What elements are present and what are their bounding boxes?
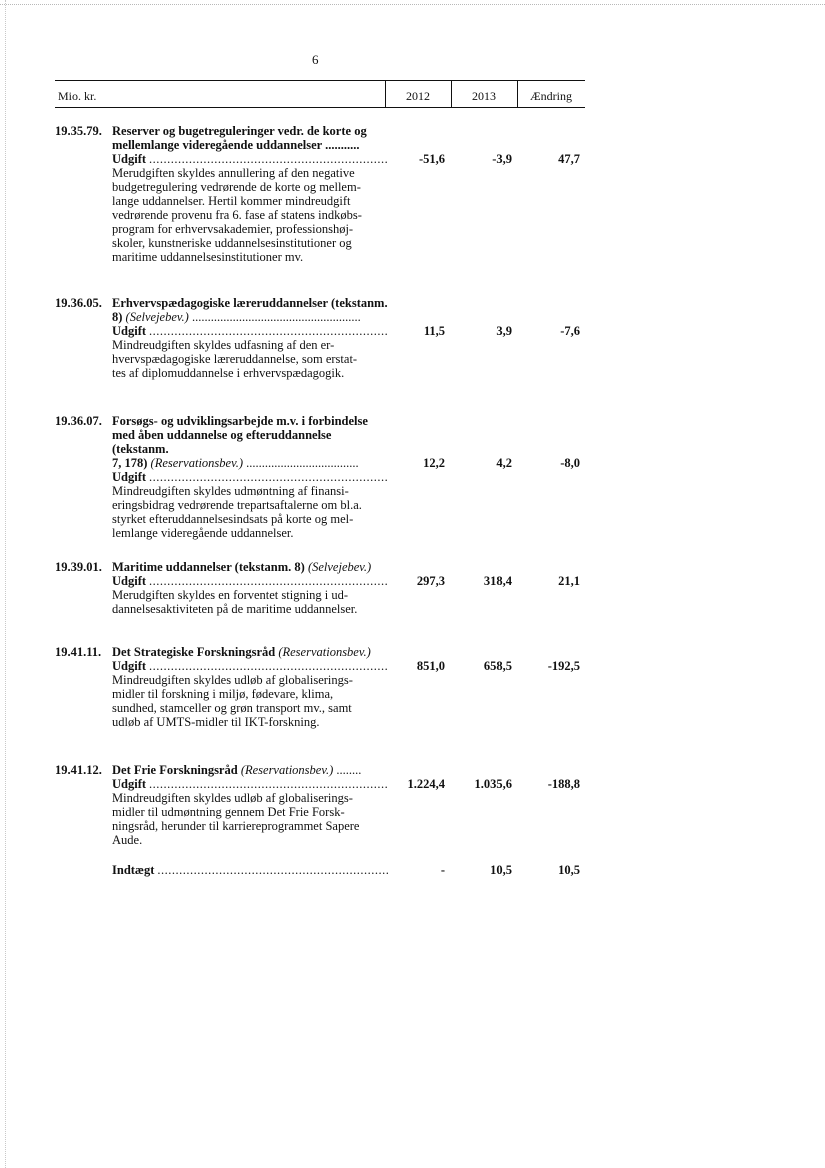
description-line: Merudgiften skyldes annullering af den negative bbox=[112, 166, 355, 180]
value-2013: 658,5 bbox=[483, 659, 512, 673]
description-line: skoler, kunstneriske uddannelsesinstitutioner og bbox=[112, 236, 352, 250]
description-line: dannelsesaktiviteten på de maritime uddannelser. bbox=[112, 602, 358, 616]
header-col-change: Ændring bbox=[530, 89, 572, 103]
udgift-label: Udgift bbox=[112, 324, 147, 338]
item-title: Erhvervspædagogiske læreruddannelser (tekstanm. 8) (Selvejebev.) ...................................................... bbox=[112, 296, 388, 324]
udgift-label: Udgift bbox=[112, 574, 147, 588]
udgift-label: Udgift bbox=[112, 777, 147, 791]
description-line: Merudgiften skyldes en forventet stigning i ud- bbox=[112, 588, 349, 602]
value-change: -7,6 bbox=[560, 324, 580, 338]
value-2012: 12,2 bbox=[423, 456, 445, 470]
description-line: lange uddannelser. Hertil kommer mindreudgift bbox=[112, 194, 351, 208]
header-top-rule bbox=[55, 80, 585, 81]
header-col-2013: 2013 bbox=[472, 89, 496, 103]
value-change: -188,8 bbox=[547, 777, 580, 791]
header-unit: Mio. kr. bbox=[58, 89, 97, 103]
udgift-label: Udgift bbox=[112, 152, 147, 166]
value-2013: 4,2 bbox=[496, 456, 512, 470]
item-body bbox=[112, 645, 388, 729]
value-change: 21,1 bbox=[558, 574, 580, 588]
description-line: Mindreudgiften skyldes udløb af globaliserings- bbox=[112, 673, 353, 687]
description-line: hvervspædagogiske læreruddannelse, som erstat- bbox=[112, 352, 358, 366]
udgift-row bbox=[112, 574, 388, 588]
udgift-row bbox=[112, 470, 388, 484]
indtaegt-value-change: 10,5 bbox=[558, 863, 580, 877]
description-line: vedrørende provenu fra 6. fase af statens indkøbs- bbox=[112, 208, 362, 222]
description-line: lemlange videregående uddannelser. bbox=[112, 526, 294, 540]
leader-dots bbox=[149, 574, 388, 588]
description-line: styrket efteruddannelsesindsats på korte og mel- bbox=[112, 512, 354, 526]
indtaegt-row bbox=[112, 863, 388, 877]
udgift-label: Udgift bbox=[112, 470, 147, 484]
leader-dots bbox=[149, 470, 388, 484]
header-bottom-rule bbox=[55, 107, 585, 108]
item-number: 19.41.12. bbox=[55, 763, 102, 777]
item-title: Det Strategiske Forskningsråd (Reservationsbev.) bbox=[112, 645, 371, 659]
value-change: -8,0 bbox=[560, 456, 580, 470]
item-number: 19.36.07. bbox=[55, 414, 102, 428]
description-line: Aude. bbox=[112, 833, 143, 847]
description-line: midler til forskning i miljø, fødevare, klima, bbox=[112, 687, 334, 701]
value-2012: 297,3 bbox=[416, 574, 445, 588]
item-number: 19.36.05. bbox=[55, 296, 102, 310]
value-2013: 318,4 bbox=[483, 574, 512, 588]
udgift-row bbox=[112, 777, 388, 791]
item-title: Maritime uddannelser (tekstanm. 8) (Selvejebev.) bbox=[112, 560, 372, 574]
value-2012: 1.224,4 bbox=[407, 777, 445, 791]
value-2012: 11,5 bbox=[423, 324, 445, 338]
leader-dots bbox=[149, 659, 388, 673]
value-2013: -3,9 bbox=[492, 152, 512, 166]
header-col-2012: 2012 bbox=[406, 89, 430, 103]
value-2012: -51,6 bbox=[418, 152, 445, 166]
indtaegt-value-2012: - bbox=[440, 863, 445, 877]
value-2012: 851,0 bbox=[416, 659, 445, 673]
item-description bbox=[112, 588, 388, 616]
leader-dots bbox=[149, 152, 388, 166]
value-2013: 3,9 bbox=[496, 324, 512, 338]
indtaegt-value-2013: 10,5 bbox=[490, 863, 512, 877]
item-description bbox=[112, 166, 388, 264]
udgift-row bbox=[112, 659, 388, 673]
description-line: sundhed, stamceller og grøn transport mv., samt bbox=[112, 701, 352, 715]
item-title bbox=[112, 124, 388, 152]
item-number: 19.41.11. bbox=[55, 645, 102, 659]
value-change: -192,5 bbox=[547, 659, 580, 673]
item-body bbox=[112, 763, 388, 877]
item-description bbox=[112, 484, 388, 540]
leader-dots bbox=[149, 324, 388, 338]
item-description bbox=[112, 791, 388, 847]
item-title: Forsøgs- og udviklingsarbejde m.v. i forbindelse med åben uddannelse og efteruddannelse (tekstanm. 7, 178) (Reservationsbev.) .................................... bbox=[112, 414, 368, 470]
item-description bbox=[112, 338, 388, 380]
description-line: maritime uddannelsesinstitutioner mv. bbox=[112, 250, 304, 264]
udgift-row bbox=[112, 152, 388, 166]
description-line: budgetregulering vedrørende de korte og mellem- bbox=[112, 180, 361, 194]
description-line: ningsråd, herunder til karriereprogrammet Sapere bbox=[112, 819, 360, 833]
description-line: Mindreudgiften skyldes udmøntning af finansi- bbox=[112, 484, 349, 498]
item-number: 19.39.01. bbox=[55, 560, 102, 574]
scan-border-left bbox=[5, 0, 6, 1168]
description-line: udløb af UMTS-midler til IKT-forskning. bbox=[112, 715, 320, 729]
udgift-row bbox=[112, 324, 388, 338]
item-description bbox=[112, 673, 388, 729]
scan-border-top bbox=[0, 4, 825, 5]
leader-dots bbox=[157, 863, 388, 877]
item-body bbox=[112, 296, 388, 380]
item-title: Det Frie Forskningsråd (Reservationsbev.) ........ bbox=[112, 763, 362, 777]
value-change: 47,7 bbox=[558, 152, 580, 166]
indtaegt-label: Indtægt bbox=[112, 863, 155, 877]
item-title-line: mellemlange videregående uddannelser ........... bbox=[112, 138, 360, 152]
description-line: eringsbidrag vedrørende trepartsaftalerne om bl.a. bbox=[112, 498, 362, 512]
item-body bbox=[112, 560, 388, 616]
description-line: Mindreudgiften skyldes udløb af globaliserings- bbox=[112, 791, 353, 805]
udgift-label: Udgift bbox=[112, 659, 147, 673]
leader-dots bbox=[149, 777, 388, 791]
page-number: 6 bbox=[312, 52, 319, 67]
item-number: 19.35.79. bbox=[55, 124, 102, 138]
description-line: midler til udmøntning gennem Det Frie Forsk- bbox=[112, 805, 345, 819]
item-body bbox=[112, 414, 388, 540]
item-body bbox=[112, 124, 388, 264]
description-line: tes af diplomuddannelse i erhvervspædagogik. bbox=[112, 366, 345, 380]
value-2013: 1.035,6 bbox=[474, 777, 512, 791]
description-line: Mindreudgiften skyldes udfasning af den er- bbox=[112, 338, 335, 352]
description-line: program for erhvervsakademier, professionshøj- bbox=[112, 222, 354, 236]
item-title-line: Reserver og bugetreguleringer vedr. de korte og bbox=[112, 124, 367, 138]
table-header bbox=[55, 80, 585, 108]
